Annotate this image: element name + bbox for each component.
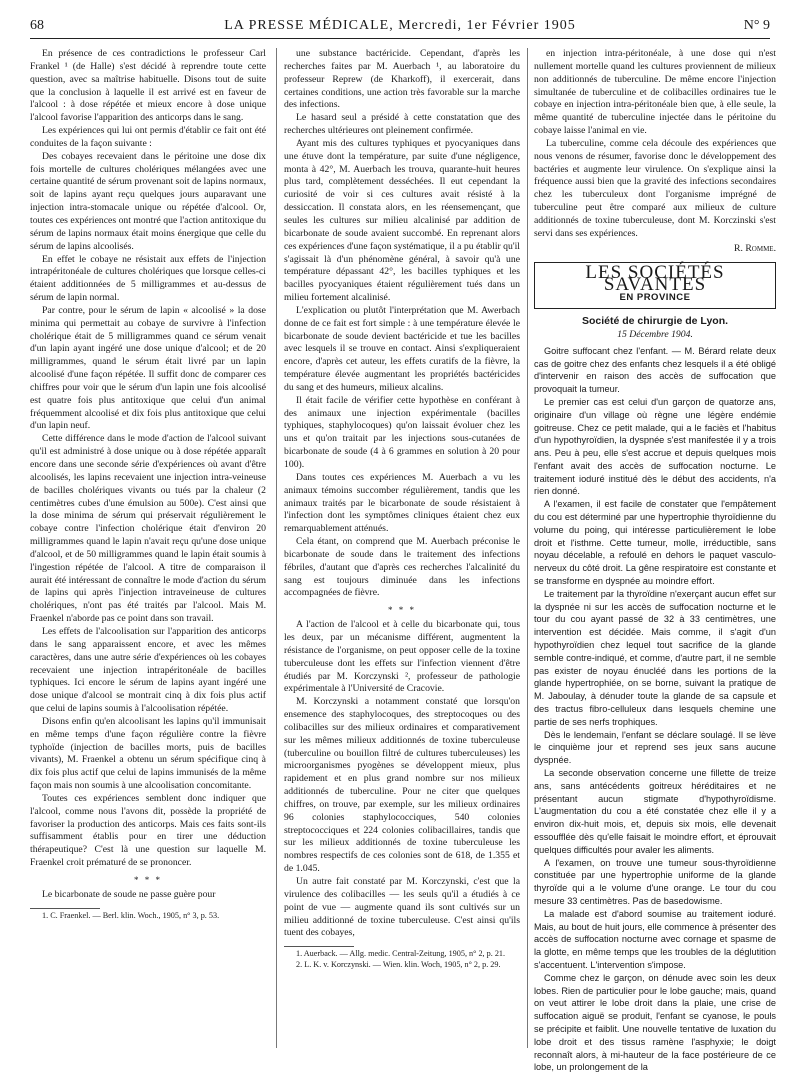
paragraph: La seconde observation concerne une fillette de treize ans, sans antécédents goitreux héréditaires et ne présentant aucun stigmate d'hypothyroïdisme. L'augmentation du cou a été constatée chez elle il y a environ dix-huit mois, et, depuis six mois, elle devenait essoufflée dès qu'elle faisait le moindre effort, et éprouvait quelques difficultés pour avaler les aliments. — [534, 768, 776, 855]
paragraph: Cela étant, on comprend que M. Auerbach préconise le bicarbonate de soude dans le traitement des infections fébriles, d'autant que d'après ces recherches l'alcalinité du sang est toujours diminuée dans les infections accompagnées de fièvre. — [284, 536, 520, 599]
column-rule — [276, 48, 277, 1048]
footnote: 1. Auerback. — Allg. medic. Central-Zeitung, 1905, n° 2, p. 21. — [296, 949, 506, 959]
footnote: 2. L. K. v. Korczynski. — Wien. klin. Woch, 1905, n° 2, p. 29. — [296, 959, 501, 969]
column-rule — [527, 48, 528, 1048]
footnote-rule — [30, 908, 100, 909]
paragraph: en injection intra-péritonéale, à une dose qui n'est nullement mortelle quand les cultures proviennent de milieux non additionnés de tuberculine. De même encore l'injection simultanée de tuberculine et de colibacilles ordinaires tue le cobaye en injection intra-péritonéale bien que, à elle seule, la même quantité de tuberculine injectée dans le péritoine du cobaye laisse l'animal en vie. — [534, 48, 776, 137]
paragraph: Le hasard seul a présidé à cette constatation que des recherches ultérieures ont pleinement confirmée. — [284, 112, 520, 137]
session-date: 15 Décembre 1904. — [617, 328, 693, 340]
paragraph: Disons enfin qu'en alcoolisant les lapins qu'il immunisait en même temps d'une façon régulière contre la fièvre typhoïde (injection de bacilles morts, puis de bacilles vivants), M. Fraenkel a obtenu un sérum spécifique cinq à dix fois plus actif que celui de lapins immunisés de la même façon mais non soumis à une alcoolisation concomitante. — [30, 715, 266, 792]
paragraph: Les effets de l'alcoolisation sur l'apparition des anticorps dans le sang apparaissent encore, et avec les mêmes caractères, dans une autre série d'expériences où les cobayes recevaient une injection intrapéritonéale de bacilles typhiques. Ici encore le sérum de lapins ayant ingéré une dose unique d'alcool se montrait cinq à dix fois plus actif que celui de lapins soumis à l'alcoolisation répétée. — [30, 625, 266, 715]
paragraph: Toutes ces expériences semblent donc indiquer que l'alcool, comme nous l'avons dit, possède la propriété de favoriser la production des anticorps. Mais ces faits sont-ils suffisamment établis pour en tirer une déduction thérapeutique? C'est là une question sur laquelle M. Fraenkel croit prématuré de se prononcer. — [30, 792, 266, 869]
paragraph: A l'examen, il est facile de constater que l'empâtement du cou est déterminé par une hypertrophie thyroïdienne du volume du poing, qui intéresse particulièrement le lobe droit et l'isthme. Cette tumeur, molle, irréductible, sans noyau décelable, a refoulé en dehors le paquet vasculo-nerveux du côté droit. La gêne respiratoire est constante et se transforme en dyspnée au moindre effort. — [534, 499, 776, 587]
section-separator: * * * — [388, 605, 416, 616]
column-2 — [284, 48, 520, 970]
paragraph: En présence de ces contradictions le professeur Carl Frankel ¹ (de Halle) s'est décidé à reprendre toute cette question, avec sa maîtrise habituelle. Disons tout de suite que la conclusion à laquelle il est arrivé est en faveur de l'alcool : à dose répétée et mieux encore à dose unique l'alcool favorise l'apparition des anticorps dans le sang. — [30, 48, 266, 124]
paragraph: Cette différence dans le mode d'action de l'alcool suivant qu'il est administré à dose unique ou à dose répétée apparaît encore dans une seconde série d'expériences où avant d'être alcoolisés, les lapins recevaient une injection intra-veineuse de bacilles cholériques vivants ou tués par la chaleur (2 centimètres cubes d'une émulsion au 500e). C'est ainsi que la dose minima de sérum qui préservait régulièrement le cobaye contre l'infection cholérique était d'environ 20 milligrammes quand le lapin n'avait reçu qu'une dose unique d'alcool, et de 50 milligrammes quand le lapin était soumis à l'ingestion répétée de l'alcool. A titre de comparaison il aurait été intéressant de connaître le mode d'action du sérum de lapins qui après l'injection intraveineuse de cultures cholériques, n'ont pas été traités par l'alcool. Mais M. Fraenkel n'aborde pas ce point dans son travail. — [30, 433, 266, 625]
page-number: 68 — [30, 18, 44, 33]
column-3 — [534, 48, 776, 1074]
section-heading-box — [534, 262, 776, 310]
paragraph: La malade est d'abord soumise au traitement ioduré. Mais, au bout de huit jours, elle commence à présenter des accès de suffocation nocturne avec cornage et spasme de la glotte, en même temps que les troubles de la déglutition s'accentuent. L'intervention s'impose. — [534, 908, 776, 970]
paragraph: Le bicarbonate de soude ne passe guère pour — [42, 888, 216, 900]
issue-number: N° 9 — [743, 18, 770, 33]
paragraph: Dès le lendemain, l'enfant se déclare soulagé. Il se lève le cinquième jour et reprend ses jeux sans aucune dyspnée. — [534, 729, 776, 766]
paragraph: Dans toutes ces expériences M. Auerbach a vu les animaux témoins succomber régulièrement, tandis que les animaux traités par le bicarbonate de soude résistaient à l'infection dont les symptômes cliniques étaient chez eux remarquablement atténués. — [284, 471, 520, 535]
paragraph: M. Korczynski a notamment constaté que lorsqu'on ensemence des staphylocoques, des streptocoques ou des colibacilles sur des milieux ordinaires et comparativement sur les mêmes milieux additionnés de toxine tuberculeuse (tuberculine ou bouillon filtré de cultures tuberculeuses) les microorganismes pyogènes se développent mieux, plus rapidement et en plus grand nombre sur nos milieux additionnés de tuberculine. Pour ne citer que quelques chiffres, on trouve, par exemple, sur les milieux ordinaires 96 colonies staphylococciques, 540 colonies streptococciques et 224 colonies colibacillaires, tandis que sur les milieux additionnés de toxine tuberculeuse les nombres respectifs de ces colonies sont de 618, de 1.355 et de 1.045. — [284, 696, 520, 875]
paragraph: Par contre, pour le sérum de lapin « alcoolisé » la dose minima qui permettait au cobaye de survivre à l'infection cholérique était de 5 milligrammes quand ce sérum venait d'un lapin ayant ingéré une dose unique d'alcool; et de 20 milligrammes, quand le sérum était livré par un lapin alcoolisé d'une façon répétée. Il suffit donc de comparer ces chiffres pour voir que le sérum d'un lapin une fois alcoolisé est quatre fois plus antitoxique que celui d'un animal fréquemment alcoolisé et dix fois plus antitoxique que celui d'un lapin neuf. — [30, 304, 266, 432]
paragraph: A l'examen, on trouve une tumeur sous-thyroïdienne constituée par une hypertrophie uniforme de la glande thyroïde qui a le volume d'une orange. Le tour du cou mesure 33 centimètres. Pas de basedowisme. — [534, 857, 776, 906]
paragraph: une substance bactéricide. Cependant, d'après les recherches faites par M. Auerbach ¹, au laboratoire du professeur Reprew (de Kharkoff), il exercerait, dans certaines conditions, une action très favorable sur la marche des infections. — [284, 48, 520, 111]
section-title: LES SOCIÉTÉS SAVANTES — [585, 261, 725, 296]
page-header — [30, 14, 770, 39]
paragraph: Les expériences qui lui ont permis d'établir ce fait ont été conduites de la façon suivante : — [30, 125, 266, 149]
column-1 — [30, 48, 266, 921]
society-report — [534, 345, 776, 1074]
paragraph: Goitre suffocant chez l'enfant. — M. Bérard relate deux cas de goitre chez des enfants chez lesquels il a été obligé d'intervenir en raison des accès de suffocation que provoquait la tumeur. — [534, 345, 776, 395]
paragraph: Le traitement par la thyroïdine n'exerçant aucun effet sur la dyspnée ni sur les accès de suffocation nocturne et le tour du cou ayant passé de 32 à 33 centimètres, une intervention est décidée. Mais comme, il s'agit d'un hypothyroïdien chez lequel tout sacrifice de la glande semble contre-indiqué, et comme, d'autre part, il ne semble pas exister de noyau énucléé dans les portions de la glande hypertrophiée, on se borne, suivant la pratique de M. Jaboulay, à dénuder toute la glande de sa capsule et des tractus fibro-celluleux dans lesquels chemine une partie de ses nerfs trophiques. — [534, 588, 776, 727]
paragraph: Comme chez le garçon, on dénude avec soin les deux lobes. Rien de particulier pour le lobe gauche; mais, quand on veut attirer le lobe droit dans la plaie, une crise de suffocation aiguë se produit, l'enfant se cyanose, le pouls se précipite et faiblit. Une nouvelle tentative de luxation du lobe droit et des tissus ramène l'asphyxie; le doigt reconnaît alors, à mi-hauteur de la face postérieure de ce lobe, un prolongement de la — [534, 972, 776, 1073]
society-name: Société de chirurgie de Lyon. — [581, 315, 729, 328]
author-signature: R. Romme. — [734, 242, 776, 254]
paragraph: Des cobayes recevaient dans le péritoine une dose dix fois mortelle de cultures cholériques mélangées avec une certaine quantité de sérum provenant soit de lapins normaux, soit de lapins ayant reçu quelques jours auparavant une injection intra-stomacale unique ou répétée d'alcool. Or, toutes ces expériences ont montré que l'action antitoxique du sérum de lapins normaux était moins énergique que celle du sérum de lapins alcoolisés. — [30, 150, 266, 252]
paragraph: Ayant mis des cultures typhiques et pyocyaniques dans une étuve dont la température, par suite d'une négligence, monta à 42°, M. Auerbach les trouva, quarante-huit heures plus tard, complètement desséchées. Il eut cependant la curiosité de voir si ces cultures avait résisté à la dessiccation. Il constata alors, en les réensemençant, que seules les cultures sur milieu alcalinisé par addition de bicarbonate de soude avaient succombé. En reprenant alors ces expériences d'une façon systématique, il a pu établir qu'il s'agissait là d'un phénomène général, à savoir qu'à une température dépassant 42°, les bacilles typhiques et les bacilles pyocyaniques étaient régulièrement tués dans un milieu fortement alcalinisé. — [284, 137, 520, 304]
footnote: 1. C. Fraenkel. — Berl. klin. Woch., 1905, n° 3, p. 53. — [42, 910, 220, 920]
paragraph: A l'action de l'alcool et à celle du bicarbonate qui, tous les deux, par un mécanisme différent, augmentent la résistance de l'organisme, on peut opposer celle de la toxine tuberculeuse dont les effets sur l'infection viennent d'être étudiés par M. Korczynski ², professeur de pathologie expérimentale à l'Université de Cracovie. — [284, 619, 520, 695]
section-subtitle: EN PROVINCE — [619, 292, 691, 304]
paragraph: La tuberculine, comme cela découle des expériences que nous venons de résumer, favorise donc le développement des bactéries et augmente leur virulence. On s'explique ainsi la fréquence aussi bien que la gravité des infections secondaires chez les tuberculeux dont l'organisme imprégné de tuberculine peut être comparé aux milieux de culture additionnés de toxine tuberculeuse, dont M. Korczinski s'est servi dans ses expériences. — [534, 137, 776, 239]
paragraph: L'explication ou plutôt l'interprétation que M. Awerbach donne de ce fait est fort simple : à une température élevée le bicarbonate de soude devient bactéricide et tue les bacilles avec lesquels il se trouve en contact. Ainsi s'expliqueraient encore, d'après cet auteur, les effets curatifs de la fièvre, la température élevée augmentant les propriétés bactéricides du sang et des humeurs, milieux alcalins. — [284, 304, 520, 393]
paragraph: Un autre fait constaté par M. Korczynski, c'est que la virulence des colibacilles — les seuls qu'il a étudiés à ce point de vue — augmente quand ils sont cultivés sur un milieu additionné de toxine tuberculeuse. C'est ainsi qu'ils tuent des cobayes, — [284, 876, 520, 939]
journal-title: LA PRESSE MÉDICALE, Mercredi, 1er Février 1905 — [224, 18, 576, 33]
footnote-rule — [284, 946, 354, 947]
section-separator: * * * — [134, 875, 162, 885]
paragraph: Le premier cas est celui d'un garçon de quatorze ans, originaire d'un village où règne une légère endémie goitreuse. Chez ce petit malade, qui a le faciès et l'habitus d'un hypothyroïdien, la dyspnée s'est manifestée il y a trois ans. Peu à peu, elle s'est accrue et depuis quelques mois l'enfant avait des accès de suffocation nocturne. Le traitement ioduré institué dès le début des accidents, n'a rien donné. — [534, 396, 776, 497]
paragraph: En effet le cobaye ne résistait aux effets de l'injection intrapéritonéale de cultures cholériques que lorsque celles-ci étaient additionnées de 5 milligrammes et au-dessus de sérum de lapin normal. — [30, 253, 266, 304]
paragraph: Il était facile de vérifier cette hypothèse en conférant à des animaux une injection expérimentale (bacilles typhiques, staphylocoques) qu'on laissait évoluer chez les uns et qu'on traitait par les injections sous-cutanées de bicarbonate de soude (4 à 6 grammes en solution à 20 pour 100). — [284, 394, 520, 470]
